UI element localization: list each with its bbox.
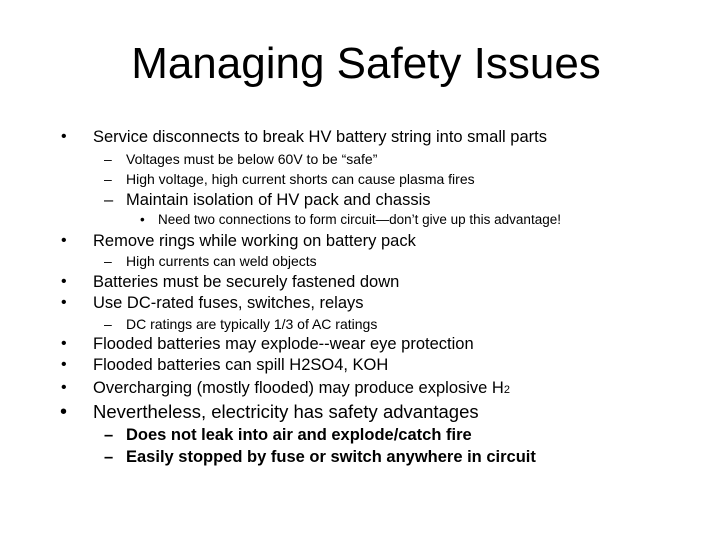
bullet-icon: • [61,128,67,145]
bullet-icon: • [61,294,67,311]
bullet-icon: • [61,232,67,249]
dash-icon: – [104,191,114,209]
sub-bullet-item: High voltage, high current shorts can cause plasma fires [126,171,475,187]
bullet-icon: • [140,212,145,227]
sub-bullet-item: DC ratings are typically 1/3 of AC ratings [126,316,378,332]
sub-sub-bullet-item: Need two connections to form circuit—don’t give up this advantage! [158,212,561,227]
dash-icon: – [104,448,114,466]
bullet-item [93,378,510,400]
dash-icon: – [104,151,112,167]
bullet-item: Service disconnects to break HV battery string into small parts [93,128,547,146]
bullet-icon: • [61,273,67,290]
bullet-icon: • [61,356,67,373]
bullet-item: Batteries must be securely fastened down [93,273,400,291]
dash-icon: – [104,253,112,269]
bullet-item: Use DC-rated fuses, switches, relays [93,294,364,312]
subscript: 2 [503,384,510,396]
sub-bullet-item: Voltages must be below 60V to be “safe” [126,151,378,167]
dash-icon: – [104,316,112,332]
bullet-item: Remove rings while working on battery pack [93,232,416,250]
bullet-icon: • [61,335,67,352]
dash-icon: – [104,171,112,187]
bullet-item: Flooded batteries may explode--wear eye protection [93,335,474,353]
slide-title: Managing Safety Issues [131,39,601,88]
bullet-icon: • [60,401,68,423]
bullet-item-text: Overcharging (mostly flooded) may produce explosive H [93,379,504,397]
sub-bullet-item: Maintain isolation of HV pack and chassis [126,191,431,209]
dash-icon: – [104,426,114,444]
bullet-icon: • [61,379,67,396]
sub-bullet-item: Does not leak into air and explode/catch fire [126,426,472,444]
bullet-item: Flooded batteries can spill H2SO4, KOH [93,356,389,374]
sub-bullet-item: Easily stopped by fuse or switch anywhere in circuit [126,448,536,466]
bullet-item: Nevertheless, electricity has safety advantages [93,401,479,422]
sub-bullet-item: High currents can weld objects [126,253,317,269]
